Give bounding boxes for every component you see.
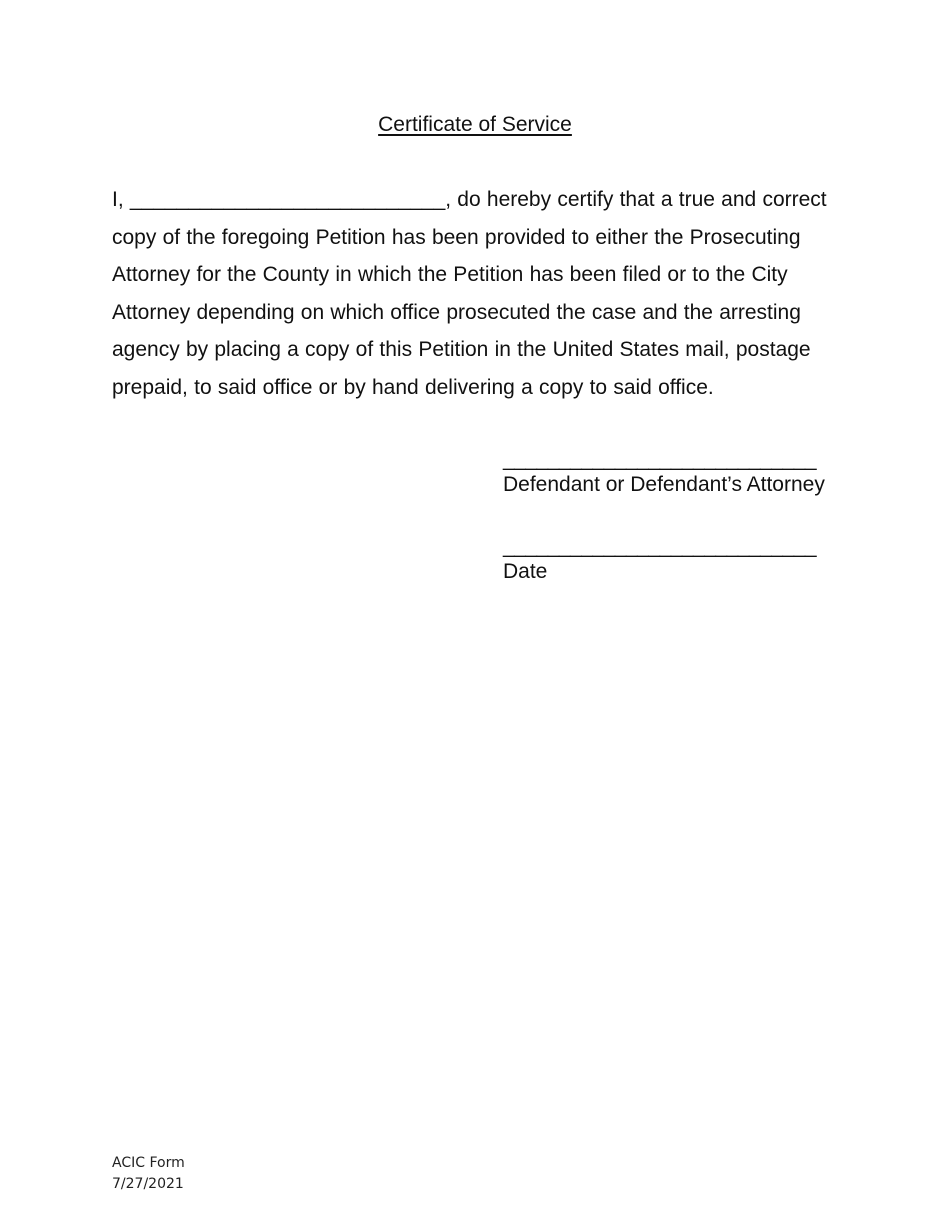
footer-form-name: ACIC Form bbox=[112, 1155, 185, 1171]
attorney-signature-label: Defendant or Defendant’s Attorney bbox=[503, 473, 825, 496]
paragraph-line: agency by placing a copy of this Petition in the United States mail, postage bbox=[112, 338, 811, 361]
date-label: Date bbox=[503, 560, 548, 583]
attorney-signature-line: ____________________________ bbox=[503, 448, 817, 471]
paragraph-line: I, ___________________________, do hereby certify that a true and correct bbox=[112, 188, 827, 211]
certification-paragraph bbox=[112, 181, 857, 406]
attorney-signature-block bbox=[503, 448, 863, 498]
paragraph-line: copy of the foregoing Petition has been provided to either the Prosecuting bbox=[112, 225, 801, 249]
paragraph-line: Attorney for the County in which the Petition has been filed or to the City bbox=[112, 263, 788, 286]
date-signature-block bbox=[503, 535, 863, 585]
footer-form-date: 7/27/2021 bbox=[112, 1176, 184, 1192]
paragraph-line: prepaid, to said office or by hand delivering a copy to said office. bbox=[112, 375, 714, 399]
page-title: Certificate of Service bbox=[378, 113, 572, 136]
form-footer bbox=[112, 1153, 185, 1195]
date-signature-line: ____________________________ bbox=[503, 535, 817, 558]
paragraph-line: Attorney depending on which office prosecuted the case and the arresting bbox=[112, 300, 801, 324]
